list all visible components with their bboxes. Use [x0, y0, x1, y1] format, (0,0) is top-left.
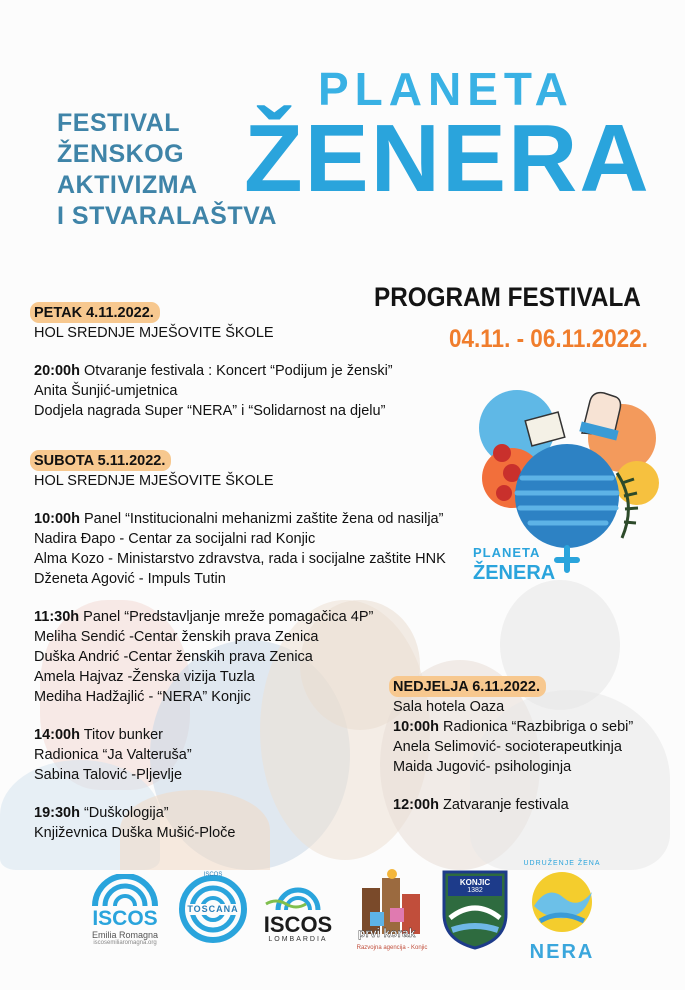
logo-text: ISCOS — [92, 907, 158, 930]
saturday-section — [34, 450, 446, 843]
emblem-zenera: ŽENERA — [473, 562, 556, 584]
event-line: 10:00h Radionica “Razbibriga o sebi” — [393, 719, 634, 735]
participant: Duška Andrić -Centar ženskih prava Zenica — [34, 649, 313, 665]
logo-iscos-emilia-romagna: ISCOS Emilia Romagna iscosemiliaromagna.org — [85, 874, 165, 954]
logo-nera: UDRUŽENJE ŽENA NERA — [520, 866, 604, 962]
participant: Dodjela nagrada Super “NERA” i “Solidarnost na djelu” — [34, 403, 386, 419]
event-time: 10:00h — [393, 719, 439, 735]
event-time: 14:00h — [34, 727, 80, 743]
logo-iscos-toscana: TOSCANA ISCOS — [178, 874, 248, 944]
participant: Dženeta Agović - Impuls Tutin — [34, 571, 226, 587]
logo-konjic-coat-of-arms: KONJIC 1382 — [440, 868, 510, 950]
event-line: 12:00h Zatvaranje festivala — [393, 797, 569, 813]
event-line: 19:30h “Duškologija” — [34, 805, 169, 821]
festival-line-2: ŽENSKOG — [57, 140, 185, 168]
venus-symbol-icon — [557, 548, 577, 570]
participant: Radionica “Ja Valteruša” — [34, 747, 192, 763]
title-planeta: PLANETA — [318, 63, 574, 115]
day-badge: SUBOTA 5.11.2022. — [30, 450, 171, 471]
program-dates: 04.11. - 06.11.2022. — [449, 325, 648, 353]
festival-line-4: I STVARALAŠTVA — [57, 202, 277, 230]
participant: Književnica Duška Mušić-Ploče — [34, 825, 236, 841]
participant: Meliha Sendić -Centar ženskih prava Zenica — [34, 629, 319, 645]
event-time: 12:00h — [393, 797, 439, 813]
event-time: 20:00h — [34, 363, 80, 379]
sunday-section — [393, 676, 633, 815]
friday-section — [34, 302, 393, 421]
day-badge: PETAK 4.11.2022. — [30, 302, 160, 323]
event-line: 11:30h Panel “Predstavljanje mreže pomagačica 4P” — [34, 609, 374, 625]
venue: HOL SREDNJE MJEŠOVITE ŠKOLE — [34, 473, 274, 489]
event-line: 20:00h Otvaranje festivala : Koncert “Podijum je ženski” — [34, 363, 393, 379]
participant: Anita Šunjić-umjetnica — [34, 383, 178, 399]
festival-line-3: AKTIVIZMA — [57, 171, 198, 199]
participant: Amela Hajvaz -Ženska vizija Tuzla — [34, 669, 255, 685]
program-title: PROGRAM FESTIVALA — [374, 282, 641, 312]
emblem-planeta: PLANETA — [473, 545, 541, 560]
participant: Anela Selimović- socioterapeutkinja — [393, 739, 622, 755]
logo-prvi-korak: prvi korak Razvojna agencija - Konjic — [352, 868, 432, 958]
event-time: 11:30h — [34, 609, 80, 625]
participant: Sabina Talović -Pljevlje — [34, 767, 183, 783]
festival-line-1: FESTIVAL — [57, 109, 180, 137]
participant: Alma Kozo - Ministarstvo zdravstva, rada i socijalne zaštite HNK — [34, 551, 446, 567]
title-zenera: ŽENERA — [244, 105, 651, 212]
event-time: 19:30h — [34, 805, 80, 821]
logo-text: NERA — [529, 941, 595, 963]
venue: HOL SREDNJE MJEŠOVITE ŠKOLE — [34, 325, 274, 341]
participant: Maida Jugović- psihologinja — [393, 759, 572, 775]
event-time: 10:00h — [34, 511, 80, 527]
partner-logos — [0, 860, 685, 980]
event-line: 10:00h Panel “Institucionalni mehanizmi zaštite žena od nasilja” — [34, 511, 444, 527]
globe-icon — [515, 444, 619, 548]
venue: Sala hotela Oaza — [393, 699, 505, 715]
day-badge: NEDJELJA 6.11.2022. — [389, 676, 546, 697]
logo-iscos-lombardia: ISCOS LOMBARDIA — [260, 874, 336, 958]
logo-text: ISCOS — [263, 912, 333, 937]
participant: Nadira Đapo - Centar za socijalni rad Konjic — [34, 531, 316, 547]
event-line: 14:00h Titov bunker — [34, 727, 163, 743]
participant: Mediha Hadžajlić - “NERA” Konjic — [34, 689, 251, 705]
